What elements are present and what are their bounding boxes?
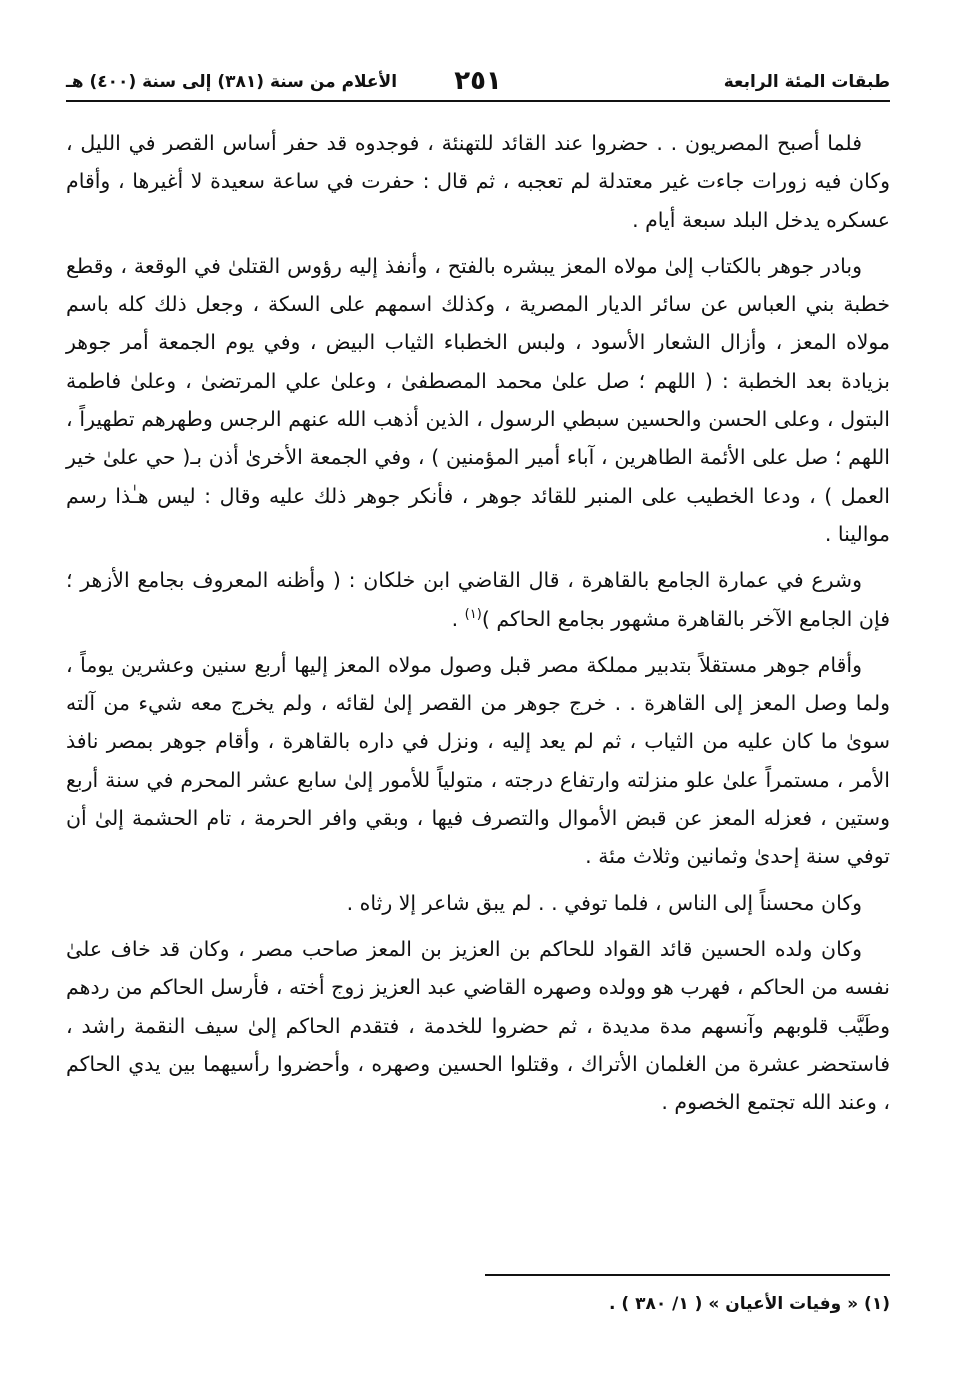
footnote-rule bbox=[485, 1274, 890, 1276]
paragraph-3-text: وشرع في عمارة الجامع بالقاهرة ، قال القاضي ابن خلكان : ( وأظنه المعروف بجامع الأزهر ؛ فإن الجامع الآخر بالقاهرة مشهور بجامع الحاكم ) bbox=[66, 568, 890, 631]
running-header bbox=[66, 62, 890, 102]
footnote-reference-marker[interactable]: (١) bbox=[464, 606, 482, 622]
chapter-range-title: الأعلام من سنة (٣٨١) إلى سنة (٤٠٠) هـ bbox=[66, 72, 398, 92]
page-number: ٢٥١ bbox=[454, 66, 502, 96]
paragraph-2: وبادر جوهر بالكتاب إلىٰ مولاه المعز يبشره بالفتح ، وأنفذ إليه رؤوس القتلىٰ في الوقعة ، وقطع خطبة بني العباس عن سائر الديار المصرية ، وكذلك اسمهم على السكة ، وجعل ذلك كله باسم مولاه المعز ، وأزال الشعار الأسود ، ولبس الخطباء الثياب البيض ، وفي يوم الجمعة أمر جوهر بزيادة بعد الخطبة : ( اللهم ؛ صل علىٰ محمد المصطفىٰ ، وعلىٰ علي المرتضىٰ ، وعلىٰ فاطمة البتول ، وعلى الحسن والحسين سبطي الرسول ، الذين أذهب الله عنهم الرجس وطهرهم تطهيراً ، اللهم ؛ صل على الأئمة الطاهرين ، آباء أمير المؤمنين ) ، وفي الجمعة الأخرىٰ أذن بـ( حي علىٰ خير العمل ) ، ودعا الخطيب على المنبر للقائد جوهر ، فأنكر جوهر ذلك عليه وقال : ليس هـٰذا رسم موالينا . bbox=[66, 253, 890, 546]
section-title: طبقات المئة الرابعة bbox=[723, 72, 890, 92]
footnote bbox=[66, 1294, 890, 1314]
paragraph-6: وكان ولده الحسين قائد القواد للحاكم بن العزيز بن المعز صاحب مصر ، وكان قد خاف علىٰ نفسه من الحاكم ، فهرب هو وولده وصهره القاضي عبد العزيز زوج أخته ، فأرسل الحاكم من ردهم وطَيَّب قلوبهم وآنسهم مدة مديدة ، ثم حضروا للخدمة ، فتقدم الحاكم إلىٰ سيف النقمة راشد ، فاستحضر عشرة من الغلمان الأتراك ، وقتلوا الحسين وصهره ، وأحضروا رأسيهما بين يدي الحاكم ، وعند الله تجتمع الخصوم . bbox=[66, 936, 890, 1115]
paragraph-5: وكان محسناً إلى الناس ، فلما توفي . . لم يبق شاعر إلا رثاه . bbox=[346, 890, 862, 915]
paragraph-3-end: . bbox=[451, 606, 465, 631]
book-page bbox=[66, 62, 890, 1362]
paragraph-4: وأقام جوهر مستقلاً بتدبير مملكة مصر قبل وصول مولاه المعز إليها أربع سنين وعشرين يوماً ، ولما وصل المعز إلى القاهرة . . خرج جوهر من القصر إلىٰ لقائه ، ولم يخرج معه شيء من آلته سوىٰ ما كان عليه من الثياب ، ثم لم يعد إليه ، ونزل في داره بالقاهرة ، وأقام جوهر بمصر نافذ الأمر ، مستمراً علىٰ علو منزلته وارتفاع درجته ، متولياً للأمور إلىٰ سابع عشر المحرم في سنة أربع وستين ، فعزله المعز عن قبض الأموال والتصرف فيها ، وبقي وافر الحرمة ، تام الحشمة إلىٰ أن توفي سنة إحدىٰ وثمانين وثلاث مئة . bbox=[66, 652, 890, 869]
header-rule bbox=[66, 100, 890, 102]
main-text bbox=[66, 124, 890, 1121]
paragraph-3 bbox=[66, 561, 890, 638]
footnote-text: « وفيات الأعيان » ( ١/ ٣٨٠ ) . bbox=[609, 1294, 859, 1314]
footnote-number: (١) bbox=[864, 1294, 890, 1314]
paragraph-1: فلما أصبح المصريون . . حضروا عند القائد للتهنئة ، فوجدوه قد حفر أساس القصر في الليل ، وكان فيه زورات جاءت غير معتدلة لم تعجبه ، ثم قال : حفرت في ساعة سعيدة لا أغيرها ، وأقام عسكره يدخل البلد سبعة أيام . bbox=[66, 131, 890, 232]
